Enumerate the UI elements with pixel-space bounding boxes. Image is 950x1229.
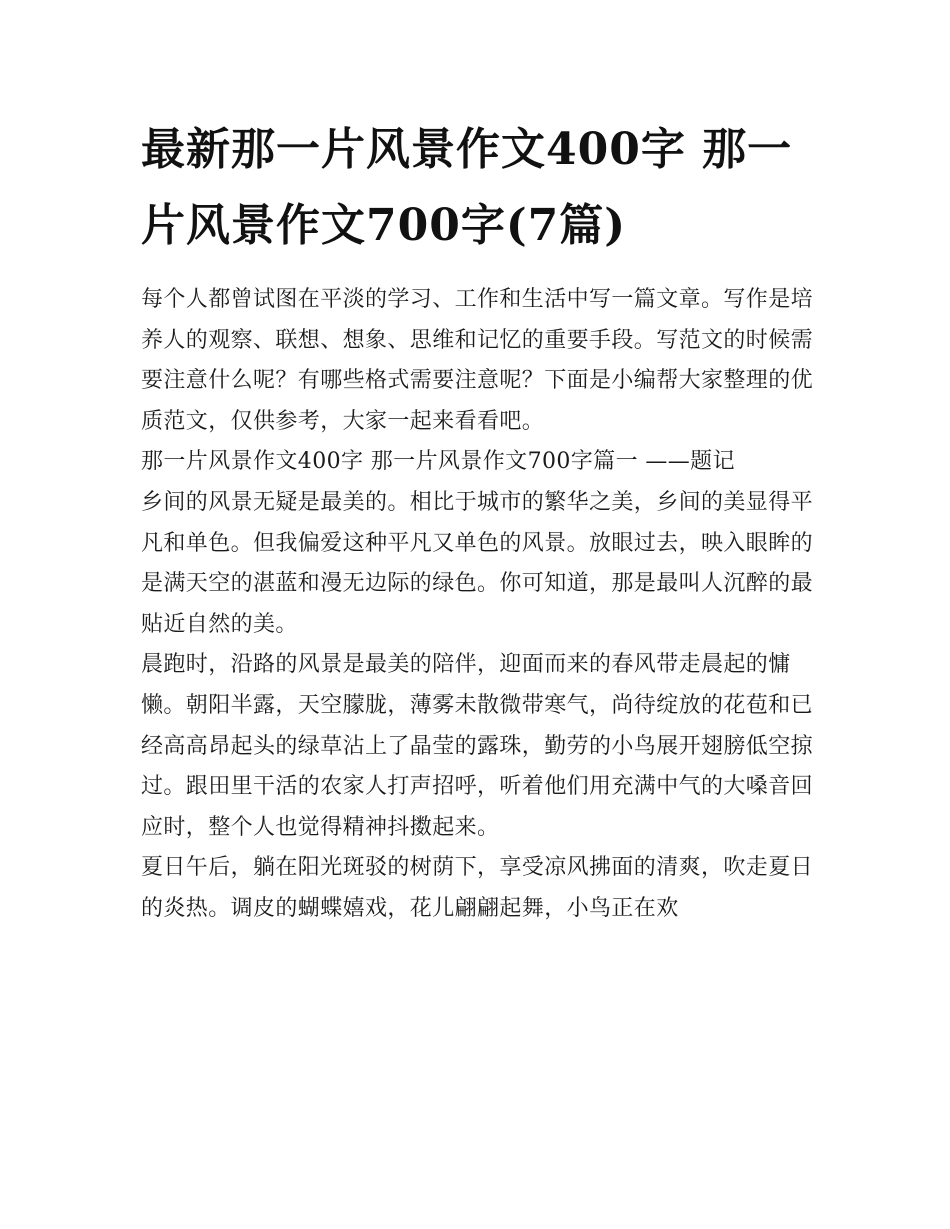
section-heading-paragraph: 那一片风景作文400字 那一片风景作文700字篇一 ——题记 xyxy=(141,449,735,475)
intro-paragraph: 每个人都曾试图在平淡的学习、工作和生活中写一篇文章。写作是培养人的观察、联想、想象、思维和记忆的重要手段。写范文的时候需要注意什么呢？有哪些格式需要注意呢？下面是小编帮大家整理的优质范文，仅供参考，大家一起来看看吧。 xyxy=(141,287,814,434)
document-body xyxy=(141,280,813,930)
body-paragraph-morning-run: 晨跑时，沿路的风景是最美的陪伴，迎面而来的春风带走晨起的慵懒。朝阳半露，天空朦胧，薄雾未散微带寒气，尚待绽放的花苞和已经高高昂起头的绿草沾上了晶莹的露珠，勤劳的小鸟展开翅膀低空掠过。跟田里干活的农家人打声招呼，听着他们用充满中气的大嗓音回应时，整个人也觉得精神抖擞起来。 xyxy=(141,652,814,840)
document-page xyxy=(141,112,813,930)
body-paragraph-countryside: 乡间的风景无疑是最美的。相比于城市的繁华之美，乡间的美显得平凡和单色。但我偏爱这种平凡又单色的风景。放眼过去，映入眼眸的是满天空的湛蓝和漫无边际的绿色。你可知道，那是最叫人沉醉的最贴近自然的美。 xyxy=(141,489,814,637)
body-paragraph-summer-afternoon: 夏日午后，躺在阳光斑驳的树荫下，享受凉风拂面的清爽，吹走夏日的炎热。调皮的蝴蝶嬉戏，花儿翩翩起舞，小鸟正在欢 xyxy=(141,855,814,921)
document-title: 最新那一片风景作文400字 那一片风景作文700字(7篇) xyxy=(141,124,793,251)
